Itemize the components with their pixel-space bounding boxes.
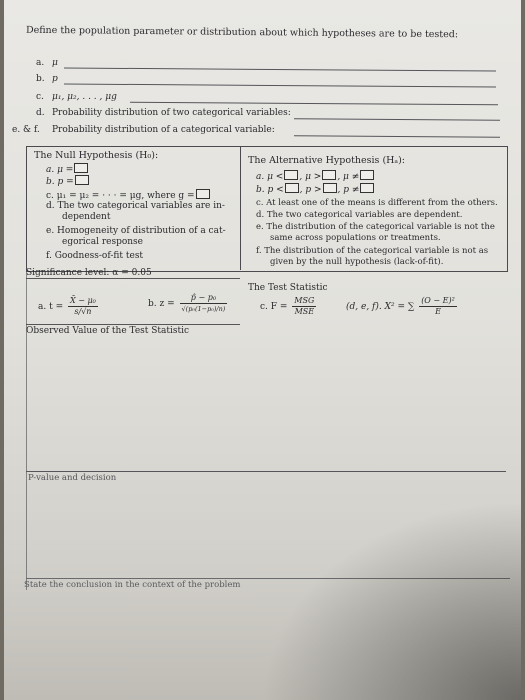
alt-a-ne-blank[interactable]: [360, 170, 374, 180]
null-a: a. μ =: [46, 163, 89, 176]
left-margin-line: [26, 270, 27, 590]
alt-b-lt-blank[interactable]: [285, 183, 299, 193]
alt-e-line1: e. The distribution of the categorical variable is not the: [256, 222, 495, 232]
alt-hypothesis-title: The Alternative Hypothesis (Hₐ):: [248, 155, 406, 166]
param-d-answer-line: [294, 118, 500, 120]
alt-f-line1: f. The distribution of the categorical variable is not as: [256, 246, 489, 256]
null-f: f. Goodness-of-fit test: [46, 251, 144, 261]
null-e-line1: e. Homogeneity of distribution of a cat-: [46, 226, 226, 236]
alt-a: a. μ < , μ > , μ ≠: [256, 170, 375, 183]
null-c-blank[interactable]: [196, 189, 210, 199]
null-d-line2: dependent: [62, 212, 111, 222]
instruction-title: Define the population parameter or distribution about which hypotheses are to be tested:: [25, 24, 459, 41]
param-c-letter: c.: [36, 92, 44, 102]
worksheet-page: [4, 0, 521, 700]
alt-a-lt-blank[interactable]: [284, 170, 298, 180]
null-b-blank[interactable]: [75, 175, 89, 185]
pvalue-label: P-value and decision: [28, 473, 117, 483]
significance-underline: [26, 278, 240, 279]
alt-d: d. The two categorical variables are dependent.: [256, 210, 463, 220]
pvalue-divider: [26, 471, 506, 472]
hypotheses-divider: [240, 146, 241, 270]
significance-level: Significance level: α = 0.05: [26, 268, 152, 278]
param-c-answer-line: [130, 102, 498, 106]
formula-chi-square: (d, e, f). X² = ∑ $\frac{\text{(O − E)²}}{E}$: [346, 296, 455, 316]
alt-f-line2: given by the null hypothesis (lack-of-fit).: [270, 257, 444, 267]
formula-z: b. z = $\frac{\text{p̂ − p₀}}{\text{√(p₀(1−p₀)/n)}}$: [148, 293, 226, 313]
param-b-answer-line: [64, 83, 496, 87]
null-c: c. μ₁ = μ₂ = · · · = μg, where g =: [46, 189, 211, 202]
param-ef-answer-line: [294, 135, 500, 137]
alt-e-line2: same across populations or treatments.: [270, 233, 441, 243]
alt-b: b. p < , p > , p ≠: [256, 183, 375, 196]
alt-c: c. At least one of the means is different from the others.: [256, 198, 498, 208]
formula-f: c. F = $\frac{\text{MSG}}{\text{MSE}}$: [260, 296, 315, 316]
param-a-symbol: μ: [52, 58, 58, 68]
conclusion-label: State the conclusion in the context of the problem: [24, 580, 241, 590]
null-d-line1: d. The two categorical variables are in-: [46, 201, 225, 211]
param-b-symbol: p: [52, 74, 58, 84]
param-b-letter: b.: [36, 74, 45, 84]
conclusion-divider: [26, 578, 510, 579]
param-ef-label: Probability distribution of a categorical variable:: [52, 125, 275, 135]
shadow-overlay: [261, 500, 521, 700]
observed-divider: [26, 324, 240, 325]
param-a-letter: a.: [36, 58, 45, 68]
null-e-line2: egorical response: [62, 237, 143, 247]
alt-b-ne-blank[interactable]: [360, 183, 374, 193]
observed-value-label: Observed Value of the Test Statistic: [26, 326, 190, 336]
param-a-answer-line: [64, 67, 496, 71]
alt-b-gt-blank[interactable]: [323, 183, 337, 193]
param-d-letter: d.: [36, 108, 45, 118]
param-ef-letter: e. & f.: [12, 125, 40, 135]
formula-t: a. t = $\frac{\text{X̄ − μ₀}}{s/√n}$: [38, 296, 96, 316]
test-statistic-title: The Test Statistic: [248, 283, 328, 293]
null-b: b. p =: [46, 175, 90, 188]
null-a-blank[interactable]: [74, 163, 88, 173]
null-hypothesis-title: The Null Hypothesis (H₀):: [34, 150, 159, 161]
param-c-symbol: μ₁, μ₂, . . . , μg: [52, 92, 117, 102]
alt-a-gt-blank[interactable]: [322, 170, 336, 180]
param-d-label: Probability distribution of two categorical variables:: [52, 108, 291, 118]
